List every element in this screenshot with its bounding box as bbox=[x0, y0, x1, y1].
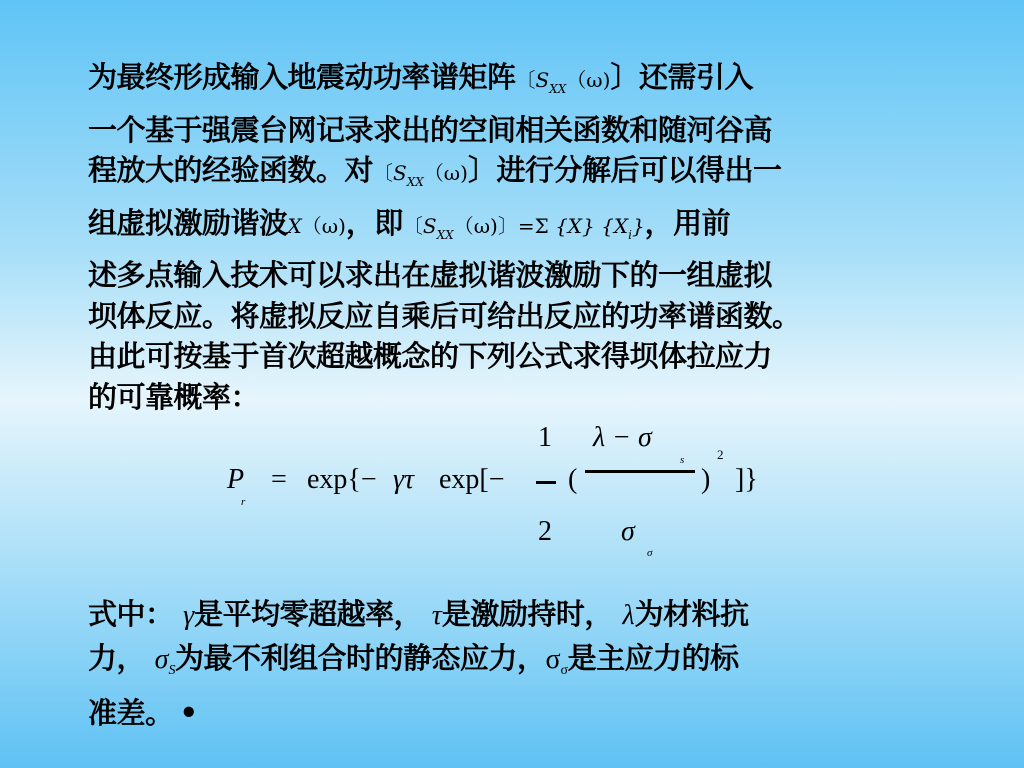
intro-line-3: 程放大的经验函数。对〔$S_{XX}(\omega)$〕进行分解后可以得出一 bbox=[88, 153, 782, 189]
formula-numerator: λ − σ bbox=[593, 422, 652, 453]
intro-line-1: 为最终形成输入地震动功率谱矩阵〔$S_{XX}(\omega)$〕还需引入 bbox=[88, 60, 753, 96]
formula-equals: = bbox=[271, 464, 287, 495]
legend-line-3: 准差。 • bbox=[88, 692, 948, 735]
formula-exp-outer: exp{− bbox=[307, 464, 377, 495]
formula-half-bar bbox=[536, 481, 556, 484]
symbol-gamma: γ bbox=[183, 600, 195, 631]
legend-line-2: 力， $\sigma_S$为最不利组合时的静态应力，$\sigma_\sigma$是主应力的标 bbox=[88, 641, 739, 678]
symbol-S: S bbox=[535, 68, 550, 92]
symbol-sigma-s: σ bbox=[154, 644, 169, 675]
symbol-S: S bbox=[393, 161, 407, 185]
symbol-tau: τ bbox=[431, 600, 442, 631]
legend-line-1: 式中： γ是平均零超越率， τ是激励持时， λ为材料抗 bbox=[88, 597, 749, 631]
formula-denominator-subscript: σ bbox=[647, 547, 653, 559]
formula-gamma-tau: γτ bbox=[393, 464, 415, 495]
symbol-S: S bbox=[422, 213, 437, 238]
formula-right-paren: ) bbox=[701, 464, 711, 495]
intro-line-8: 的可靠概率： bbox=[88, 379, 260, 414]
symbol-X: X bbox=[287, 213, 302, 238]
formula-P-subscript: r bbox=[241, 496, 246, 508]
formula-P: P bbox=[227, 464, 245, 495]
formula-half-numerator: 1 bbox=[538, 422, 552, 453]
formula-numerator-subscript: s bbox=[680, 454, 685, 466]
formula-main-bar bbox=[585, 470, 695, 473]
intro-line-7: 由此可按基于首次超越概念的下列公式求得坝体拉应力 bbox=[88, 339, 773, 373]
formula-close-brackets: ]} bbox=[735, 464, 758, 495]
formula-half-denominator: 2 bbox=[538, 516, 552, 547]
formula-exp-inner: exp[− bbox=[439, 464, 505, 495]
symbol-lambda: λ bbox=[622, 600, 635, 631]
intro-paragraph bbox=[88, 57, 938, 417]
symbol-sigma-sigma: σ bbox=[545, 644, 561, 675]
bullet-dot: • bbox=[179, 696, 198, 730]
intro-line-5: 述多点输入技术可以求出在虚拟谐波激励下的一组虚拟 bbox=[88, 258, 773, 292]
symbol-legend bbox=[88, 593, 948, 735]
intro-line-6: 坝体反应。将虚拟反应自乘后可给出反应的功率谱函数。 bbox=[88, 298, 801, 333]
formula-denominator: σ bbox=[621, 516, 635, 547]
intro-line-2: 一个基于强震台网记录求出的空间相关函数和随河谷高 bbox=[88, 112, 773, 147]
reliability-formula bbox=[225, 420, 785, 570]
intro-line-4: 组虚拟激励谐波X（ω)，即〔$S_{XX}(\omega)$〕=Σ {X} $\{X_i\}$，用前 bbox=[88, 205, 731, 242]
formula-exponent: 2 bbox=[717, 447, 724, 462]
formula-left-paren: ( bbox=[568, 464, 578, 495]
